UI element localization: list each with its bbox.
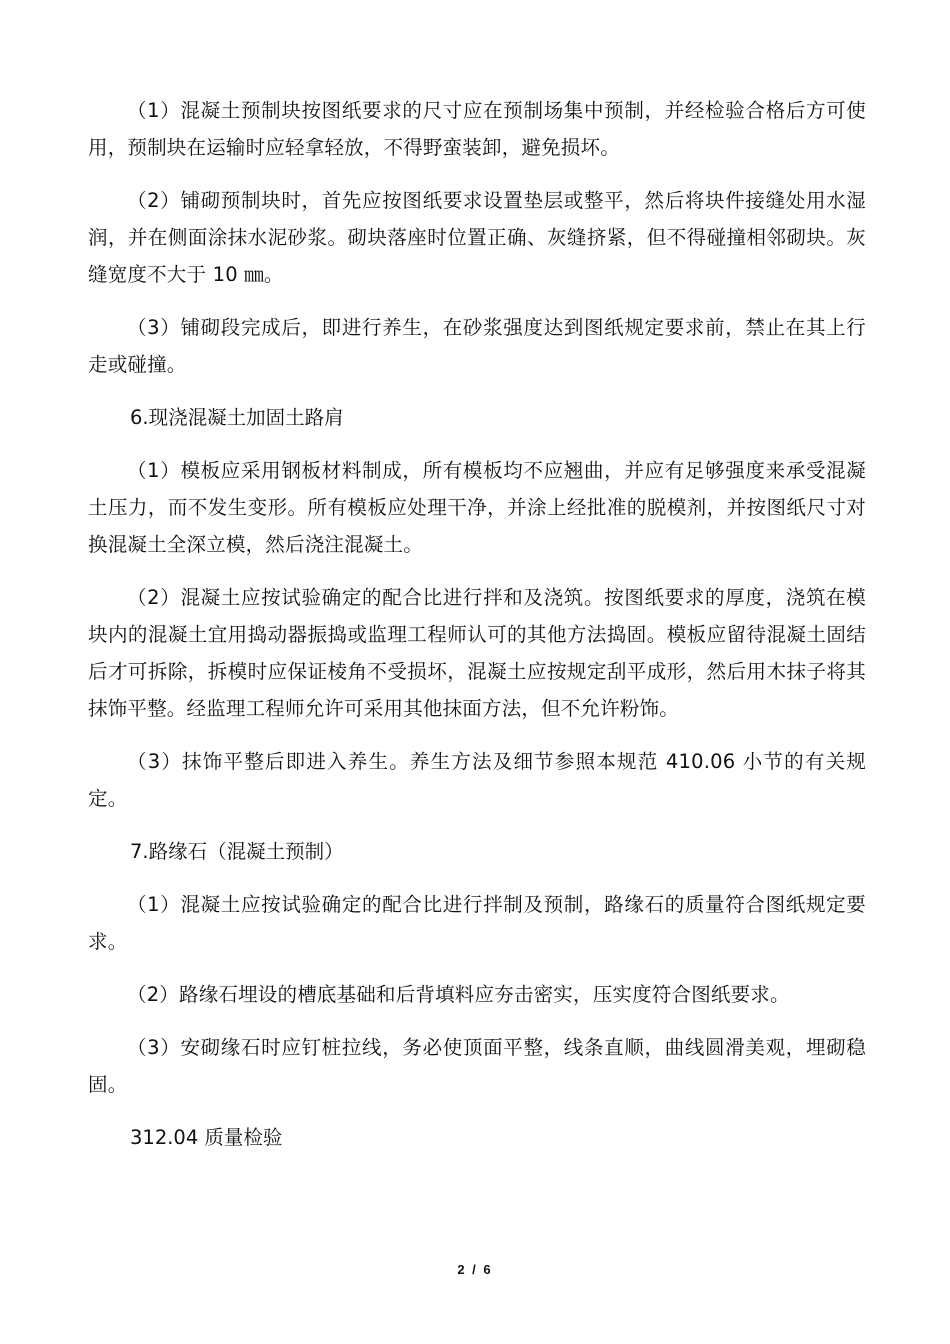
paragraph-precast-block-laying: （2）铺砌预制块时，首先应按图纸要求设置垫层或整平，然后将块件接缝处用水湿润，并在侧面涂抹水泥砂浆。砌块落座时位置正确、灰缝挤紧，但不得碰撞相邻砌块。灰缝宽度不大于 10 ㎜。 [88, 189, 866, 286]
paragraph-curb-installation: （3）安砌缘石时应钉桩拉线，务必使顶面平整，线条直顺，曲线圆滑美观，埋砌稳固。 [88, 1036, 866, 1096]
paragraph-curb-mix: （1）混凝土应按试验确定的配合比进行拌制及预制，路缘石的质量符合图纸规定要求。 [88, 893, 866, 953]
paragraph-concrete-pouring: （2）混凝土应按试验确定的配合比进行拌和及浇筑。按图纸要求的厚度，浇筑在模块内的混凝土宜用捣动器振捣或监理工程师认可的其他方法捣固。模板应留待混凝土固结后才可拆除，拆模时应保证棱角不受损坏，混凝土应按规定刮平成形，然后用木抹子将其抹饰平整。经监理工程师允许可采用其他抹面方法，但不允许粉饰。 [88, 586, 866, 720]
section-heading-quality-inspection: 312.04 质量检验 [130, 1126, 283, 1149]
page-number: 2 / 6 [457, 1262, 493, 1277]
paragraph-finishing-curing: （3）抹饰平整后即进入养生。养生方法及细节参照本规范 410.06 小节的有关规定。 [88, 750, 866, 810]
paragraph-precast-block-making: （1）混凝土预制块按图纸要求的尺寸应在预制场集中预制，并经检验合格后方可使用，预制块在运输时应轻拿轻放，不得野蛮装卸，避免损坏。 [88, 99, 866, 159]
section-heading-curb-stone: 7.路缘石（混凝土预制） [130, 840, 344, 863]
paragraph-curing-after-laying: （3）铺砌段完成后，即进行养生，在砂浆强度达到图纸规定要求前，禁止在其上行走或碰撞。 [88, 316, 866, 376]
section-heading-cast-in-place-shoulder: 6.现浇混凝土加固土路肩 [130, 406, 344, 429]
document-body [88, 92, 866, 1156]
paragraph-curb-foundation: （2）路缘石埋设的槽底基础和后背填料应夯击密实，压实度符合图纸要求。 [127, 983, 790, 1006]
paragraph-formwork: （1）模板应采用钢板材料制成，所有模板均不应翘曲，并应有足够强度来承受混凝土压力，而不发生变形。所有模板应处理干净，并涂上经批准的脱模剂，并按图纸尺寸对换混凝土全深立模，然后浇注混凝土。 [88, 459, 866, 556]
